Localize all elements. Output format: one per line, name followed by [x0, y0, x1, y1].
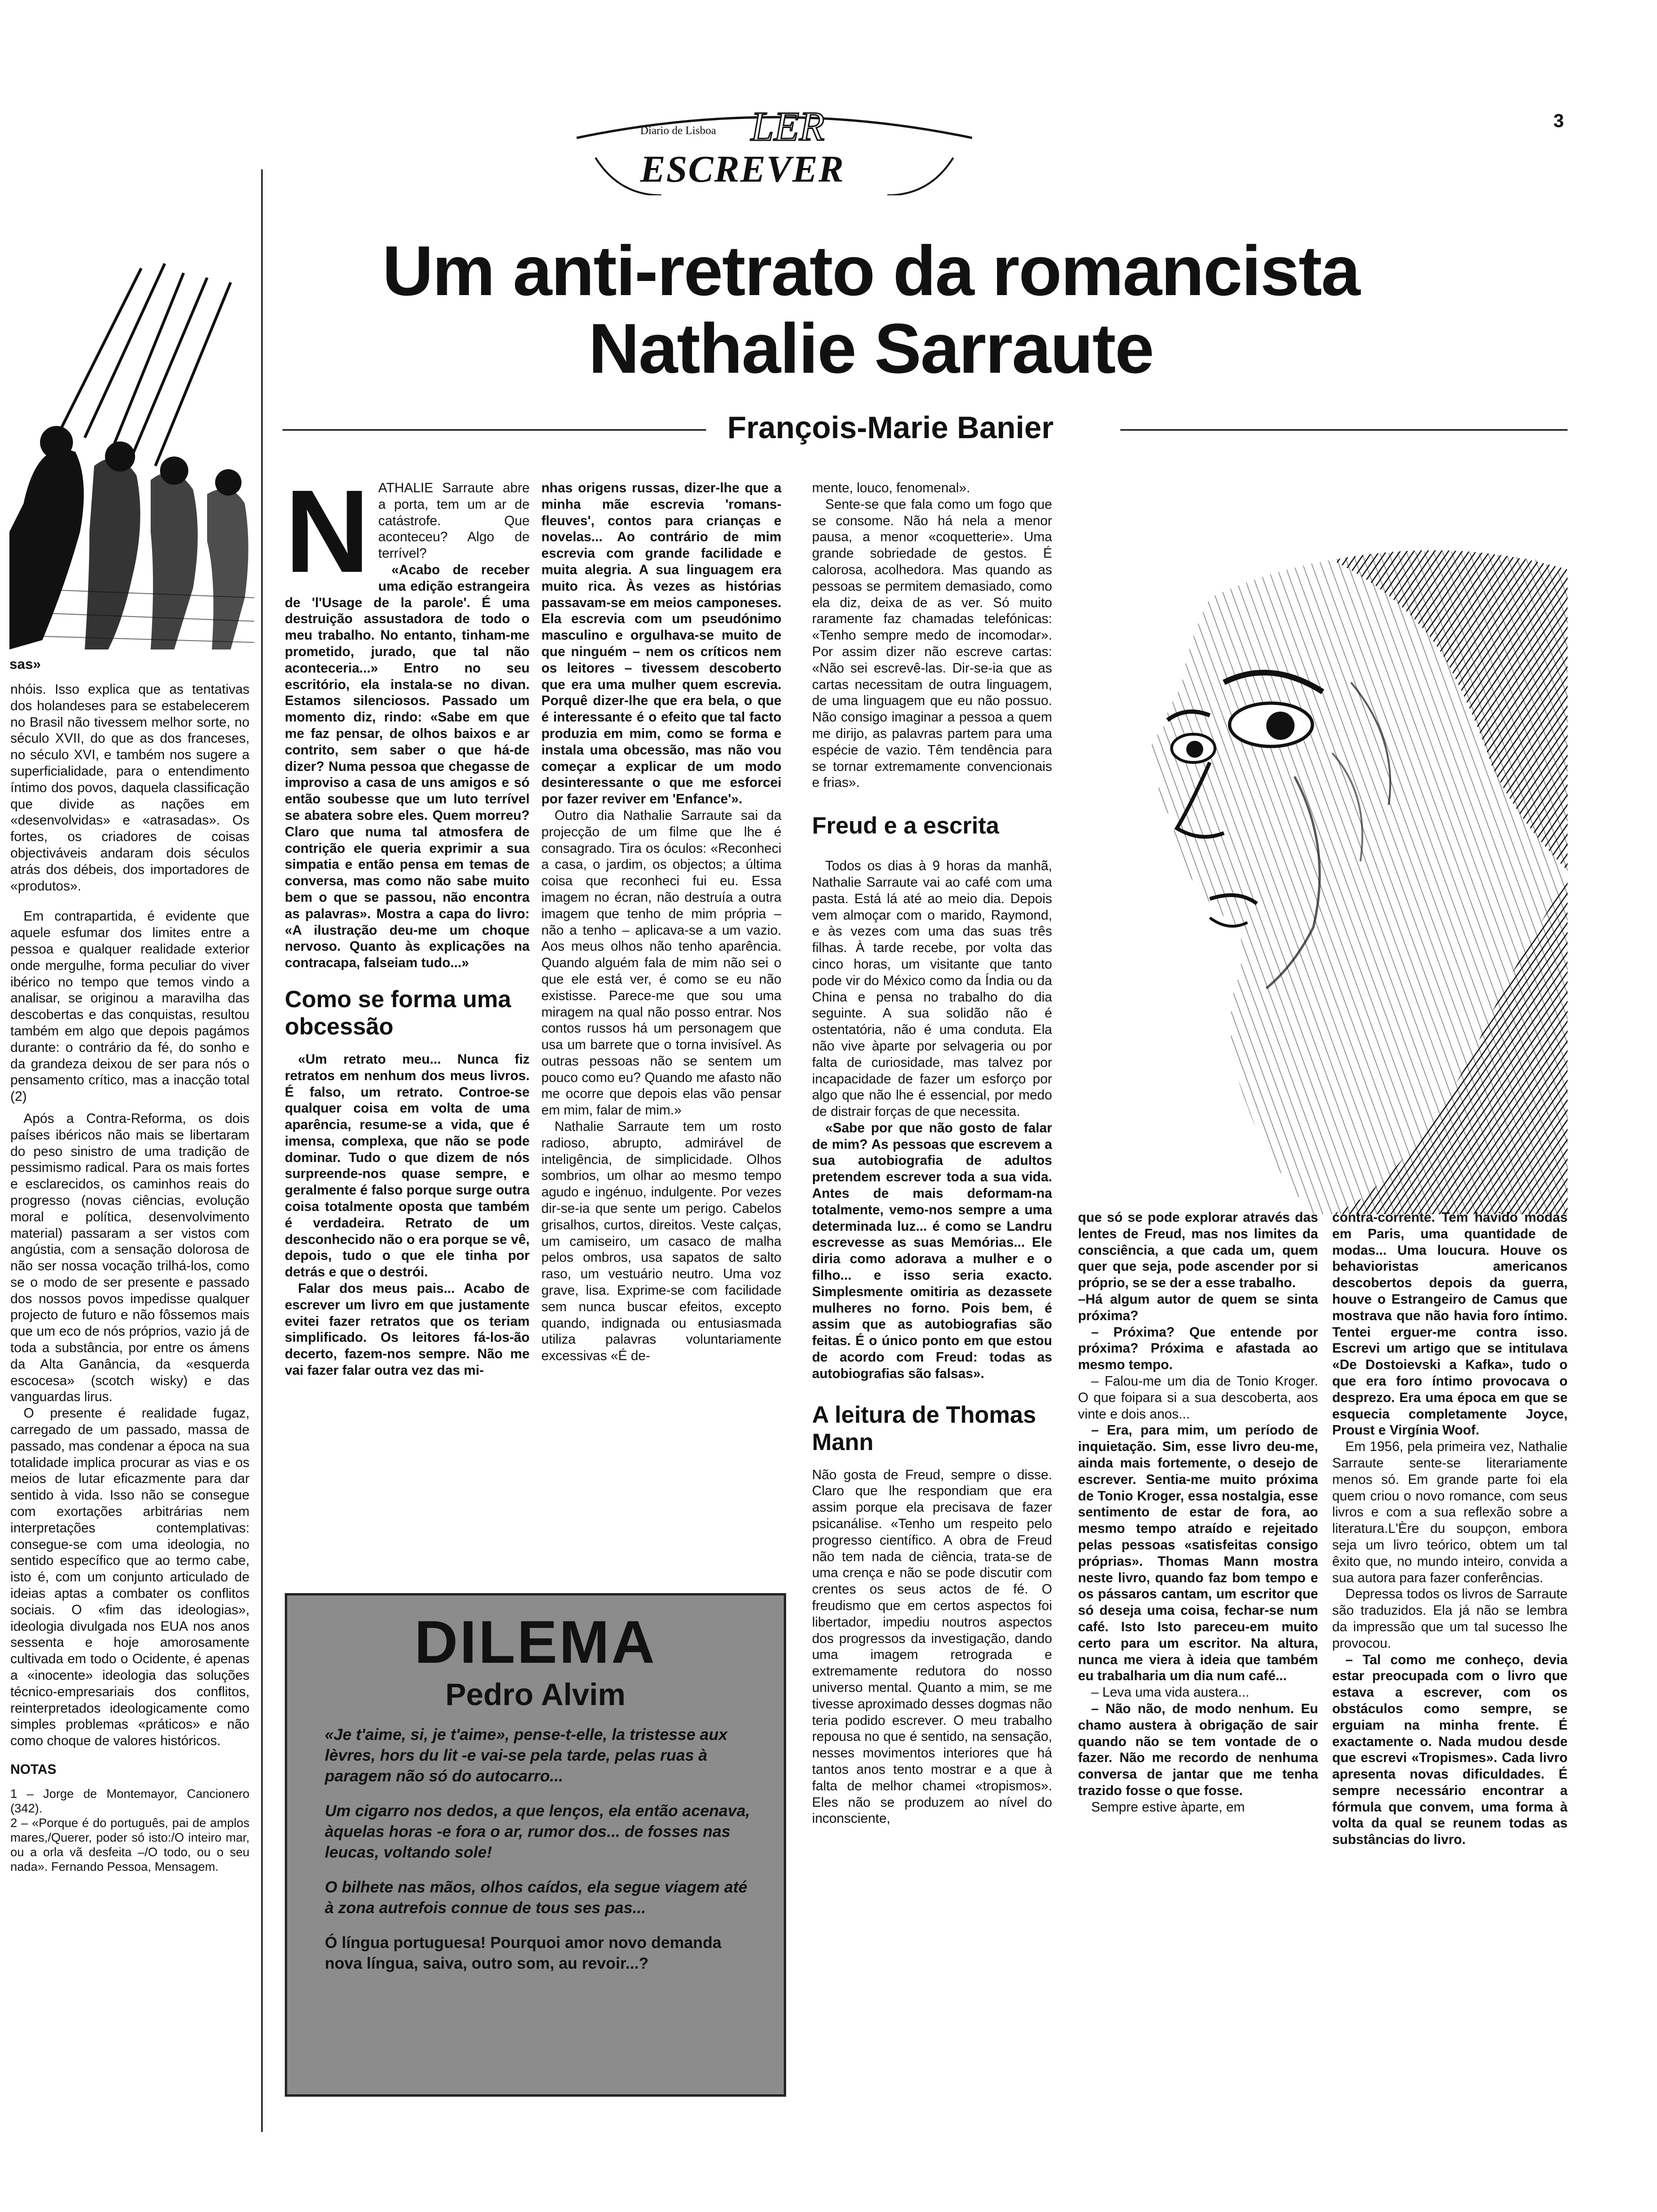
masthead-publisher: Diario de Lisboa [640, 125, 716, 137]
col1-paragraph: Falar dos meus pais... Acabo de escrever um livro em que justamente evitei fazer retratos que os teriam simplificado. Os leitores fá-los-ão decerto, fazem-nos sempre. Não me vai fazer falar outra vez das mi- [285, 1281, 530, 1378]
masthead [567, 101, 981, 195]
col4-paragraph: – Falou-me um dia de Tonio Kroger. O que foipara si a sua descoberta, aos vinte e dois anos... [1078, 1373, 1318, 1422]
poem-stanza: O bilhete nas mãos, olhos caídos, ela segue viagem até à zona autrefois connue de tous ses pas... [325, 1878, 748, 1917]
col4-paragraph: Sempre estive àparte, em [1091, 1799, 1245, 1815]
left-column [10, 681, 249, 1874]
subhead-thomas-mann: A leitura de Thomas Mann [812, 1401, 1037, 1455]
soldiers-illustration [9, 174, 254, 649]
col5-paragraph: – Tal como me conheço, devia estar preocupada com o livro que estava a escrever, com os obstáculos como sempre, se erguiam na minha frente. É exactamente o. Nada mudou desde que escrevi «Tropismes». Cada livro apresenta novas dificuldades. É sempre necessário encontrar a fórmula que convem, uma forma à volta da qual se reunem todas as substâncias do livro. [1332, 1652, 1568, 1848]
left-paragraph: Em contrapartida, é evidente que aquele esfumar dos limites entre a pessoa e qualquer realidade exterior onde mergulhe, forma peculiar do viver ibérico no tempo que temos vindo a analisar, se originou a maravilha das descobertas e das conquistas, resultou também em algo que depois pagámos durante: o contrário da fé, do sonho e da grandeza deixou de ser para nós o pensamento crítico, mas a inacção total (2) [10, 909, 249, 1105]
col4-paragraph: – Não não, de modo nenhum. Eu chamo austera à obrigação de sair quando não se tem vontade de o fazer. Não me recordo de nenhuma conversa de jantar que me tenha trazido fosse o que fosse. [1078, 1701, 1318, 1798]
masthead-escrever: ESCREVER [640, 149, 845, 190]
poem-stanza: Ó língua portuguesa! Pourquoi amor novo demanda nova língua, saiva, outro som, au revoir...? [325, 1934, 722, 1972]
note-item: 1 – Jorge de Montemayor, Cancionero (342). [10, 1786, 249, 1815]
col3-paragraph: Sente-se que fala como um fogo que se consome. Não há nela a menor pausa, a menor «coquetterie». Uma grande sobriedade de gestos. É calorosa, acolhedora. Mas quando as pessoas se permitem demasiado, como ela diz, deixa de as ver. Só muito raramente faz chamadas telefónicas: «Tenho sempre medo de incomodar». Por assim dizer não escreve cartas: «Não sei escrevê-las. Dir-se-ia que as cartas necessitam de outra linguagem, de uma linguagem que eu não possuo. Não consigo imaginar a pessoa a quem me dirijo, as palavras partem para uma espécie de vazio. Têm tendência para se tornar extremamente convencionais e frias». [812, 497, 1052, 791]
article-column-1 [285, 465, 530, 1379]
dilema-author: Pedro Alvim [445, 1677, 626, 1712]
lead-paragraph: ATHALIE Sarraute abre a porta, tem um ar de catástrofe. Que aconteceu? Algo de terrível? [378, 481, 530, 561]
col5-paragraph: contra-corrente. Tem havido modas em Paris, uma quantidade de modas... Uma loucura. Houve os behavioristas americanos descobertos depois da guerra, houve o Estrangeiro de Camus que mostrava que não havia foro íntimo. Tentei erguer-me contra isso. Escrevi um artigo que se intitulava «De Dostoievski a Kafka», tudo o que era foro íntimo provocava o desprezo. Era uma época em que se esquecia completamente Joyce, Proust e Virgínia Woof. [1332, 1210, 1568, 1438]
subhead-freud: Freud e a escrita [812, 812, 999, 839]
illustration-caption: sas» [9, 657, 41, 672]
col4-paragraph: que só se pode explorar através das lentes de Freud, mas nos limites da consciência, a que cada um, quem quer que seja, pode ascender por si próprio, se se der a esse trabalho. [1078, 1210, 1318, 1291]
article-column-2 [541, 480, 781, 1364]
headline-line-1: Um anti-retrato da romancista [382, 231, 1359, 310]
subhead-obsession: Como se forma uma obcessão [285, 986, 511, 1040]
dilema-title: DILEMA [414, 1609, 657, 1676]
byline-rule-left [282, 429, 706, 431]
note-item: 2 – «Porque é do português, pai de amplos mares,/Querer, poder só isto:/O inteiro mar, ou a orla vã desfeita –/O todo, ou o seu nada». Fernando Pessoa, Mensagem. [10, 1815, 249, 1874]
col2-paragraph: Outro dia Nathalie Sarraute sai da projecção de um filme que lhe é consagrado. Tira os óculos: «Reconheci a casa, o jardim, os objectos; a última coisa que reconheci fui eu. Essa imagem no écran, não destruía a outra imagem que tenho de mim própria – não a tenho – aplicava-se a um vazio. Aos meus olhos não tenho aparência. Quando alguém fala de mim não sei o que ele está ver, é como se eu não existisse. Parece-me que sou uma miragem na qual não posso entrar. Nos contos russos há um personagem que usa um barrete que o torna invisível. As outras pessoas não se sentem um pouco como eu? Quando me afasto não me ocorre que depois elas vão pensar em mim, falar de mim.» [541, 808, 781, 1118]
col5-paragraph: Em 1956, pela primeira vez, Nathalie Sarraute sente-se literariamente menos só. Em grande parte foi ela quem criou o novo romance, com seus livros e com a sua reflexão sobre a literatura.L'Ère du soupçon, embora seja um livro teórico, obtem um tal êxito que, no mundo inteiro, convida a sua autora para fazer conferências. [1332, 1439, 1568, 1586]
left-paragraph: Após a Contra-Reforma, os dois países ibéricos não mais se libertaram do peso sinistro de uma tradição de pessimismo radical. Para os mais fortes e esclarecidos, os caminhos reais do progresso (novas ciências, evolução moral e política, desenvolvimento material) passaram a ser vistos com angústia, com a sensação dolorosa de não ser nossa vocação trilhá-los, como se o modo de ser presente e passado dos nossos povos impedisse qualquer projecto de futuro e não fôssemos mais que um eco de nós próprios, vazio já de toda a substância, por entre os ámens da Alta Ganância, da «esquerda escocesa» (scotch wisky) e das vanguardas lirus. [10, 1111, 249, 1405]
col1-paragraph: «Um retrato meu... Nunca fiz retratos em nenhum dos meus livros. É falso, um retrato. Controe-se qualquer coisa em volta de uma aparência, resume-se a vida, que é imensa, complexa, que não se pode dominar. Tudo o que dizem de nós surpreende-nos quase sempre, e geralmente é falso porque surge outra coisa totalmente oposta que também é verdadeira. Retrato de um desconhecido não o era porque se vê, depois, tudo o que ele tinha por detrás e que o destrói. [285, 1051, 530, 1280]
col2-paragraph: nhas origens russas, dizer-lhe que a minha mãe escrevia 'romans-fleuves', contos para crianças e novelas... Ao contrário de mim escrevia com grande facilidade e muita alegria. A sua linguagem era muito rica. Às vezes as histórias passavam-se em meios camponeses. Ela escrevia com um pseudónimo masculino e orgulhava-se muito de que ninguém – nem os críticos nem os leitores – tivessem descoberto que era uma mulher quem escrevia. Porquê dizer-lhe que era bela, o que é interessante é o efeito que tal facto produzia em mim, como se forma e instala uma obcessão, mas não vou começar a explicar de um modo desinteressante o que me esforcei por fazer reviver em 'Enfance'». [541, 481, 781, 807]
col4-paragraph: – Era, para mim, um período de inquietação. Sim, esse livro deu-me, ainda mais fortemente, o desejo de escrever. Sentia-me muito próxima de Tonio Kroger, essa nostalgia, esse sentimento de estar de fora, ao mesmo tempo atraído e rejeitado pelas pessoas «satisfeitas consigo próprias». Thomas Mann mostra neste livro, quando faz bom tempo e os pássaros cantam, um escritor que só deseja uma coisa, fechar-se num café. Isto Isto pareceu-em muito certo para um escritor. Na altura, nunca me viera à ideia que também eu trabalharia um dia num café... [1078, 1423, 1318, 1684]
left-paragraph: O presente é realidade fugaz, carregado de um passado, massa de passado, mas condenar a época na sua totalidade implica procurar as vias e os meios de lutar eficazmente para dar sentido à vida. Isso não se consegue com exortações arbitrárias nem interpretações contemplativas: consegue-se com uma ideologia, no sentido específico que ao termo cabe, isto é, com um conjunto articulado de ideias aptas a combater os conflitos sociais. O «fim das ideologias», ideologia divulgada nos EUA nos anos sessenta e hoje amorosamente cultivada em todo o Ocidente, é apenas a «inocente» ideologia das soluções técnico-empresariais dos conflitos, reinterpretados ideologicamente como simples problemas «práticos» e não como choque de valores históricos. [10, 1406, 249, 1749]
col2-paragraph: Nathalie Sarraute tem um rosto radioso, abrupto, admirável de inteligência, de simplicidade. Olhos sombrios, um olhar ao mesmo tempo agudo e ingénuo, indulgente. Por vezes dir-se-ia que sente um perigo. Cabelos grisalhos, curtos, direitos. Veste calças, um camiseiro, um casaco de malha pelos ombros, usa sapatos de salto raso, um vestuário neutro. Uma voz grave, lisa. Exprime-se com facilidade sem nunca buscar efeitos, excepto quando, indignada ou entusiasmada utiliza palavras voluntariamente excessivas «É de- [541, 1119, 781, 1364]
col5-paragraph: Depressa todos os livros de Sarraute são traduzidos. Ela já não se lembra da impressão que um tal sucesso lhe provocou. [1332, 1587, 1568, 1651]
notes-title: NOTAS [10, 1762, 56, 1777]
poem-stanza: Um cigarro nos dedos, a que lenços, ela então acenava, àquelas horas -e fora o ar, rumor dos... de fosses nas leucas, voltando sole! [325, 1802, 750, 1861]
byline: François-Marie Banier [727, 410, 1054, 445]
byline-rule-right [1120, 429, 1568, 431]
left-illustration [9, 174, 254, 649]
col3-paragraph: Não gosta de Freud, sempre o disse. Claro que lhe respondiam que era assim porque ela precisava de fazer psicanálise. «Tenho um respeito pelo progresso científico. A obra de Freud não tem nada de ciência, trata-se de uma crença e não se pode discutir com crentes os seus actos de fé. O freudismo que em certos aspectos foi libertador, impediu noutros aspectos dos progressos da investigação, dando uma imagem retrograda e extremamente redutora do nosso universo mental. Quanto a mim, se me tivesse aproximado desses dogmas não teria podido escrever. O meu trabalho repousa no que é sentido, na sensação, nesses movimentos interiores que há tantos anos tento mostrar e a que à falta de melhor chamei «tropismos». Eles não se produzem ao nível do inconsciente, [812, 1467, 1052, 1827]
notes-section [10, 1762, 249, 1874]
article-column-3 [812, 480, 1052, 1827]
masthead-ler: LER [751, 104, 825, 150]
col1-paragraph: «Acabo de receber uma edição estrangeira de 'l'Usage de la parole'. É uma destruição assustadora de todo o meu trabalho. No entanto, tinham-me prometido, jurado, que tal não aconteceria...» Entro no seu escritório, ela instala-se no divan. Estamos silenciosos. Passado um momento diz, rindo: «Sabe em que me faz pensar, de olhos baixos e ar contrito, sem saber o que há-de dizer? Numa pessoa que chegasse de improviso a casa de uns amigos e só então soubesse que um luto terrível se abatera sobre eles. Quem morreu? Claro que numa tal atmosfera de contrição ele queria exprimir a sua simpatia e então pensa em temas de conversa, mas como não sabe muito bem o que se passou, não encontra as palavras». Mostra a capa do livro: «A ilustração deu-me um choque nervoso. Quanto às explicações na contracapa, falseiam tudo...» [285, 562, 530, 971]
drop-cap: N [285, 465, 370, 597]
col4-paragraph: –Há algum autor de quem se sinta próxima? [1078, 1291, 1318, 1323]
portrait-illustration [1069, 541, 1568, 1214]
poem-stanza: «Je t'aime, si, je t'aime», pense-t-elle, la tristesse aux lèvres, hors du lit -e vai-se pela tarde, pelas ruas à paragem não só do autocarro... [325, 1726, 728, 1785]
col3-paragraph: mente, louco, fenomenal». [812, 481, 970, 496]
col4-paragraph: – Próxima? Que entende por próxima? Próxima e afastada ao mesmo tempo. [1078, 1324, 1318, 1373]
headline-line-2: Nathalie Sarraute [588, 309, 1153, 388]
left-paragraph: nhóis. Isso explica que as tentativas dos holandeses para se estabelecerem no Brasil não tivessem melhor sorte, no século XVII, do que as dos franceses, no século XVI, e também nos sugere a superficialidade, para o entendimento íntimo dos povos, daquela classificação que divide as nações em «desenvolvidas» e «atrasadas». Os fortes, os criadores de coisas objectiváveis andaram dois séculos atrás dos débeis, dos importadores de «produtos». [10, 682, 249, 894]
dilema-poem-box [285, 1593, 786, 2097]
col4-paragraph: – Leva uma vida austera... [1091, 1685, 1249, 1700]
portrait-drawing [1069, 541, 1568, 1214]
col3-paragraph: «Sabe por que não gosto de falar de mim? As pessoas que escrevem a sua autobiografia de adultos pretendem escrever toda a sua vida. Antes de mais deformam-na totalmente, vemo-nos sempre a uma determinada luz... é como se Landru escrevesse as suas Memórias... Ele diria como adorava a mulher e o filho... e isso seria exacto. Simplesmente omitiria as dezassete mulheres no forno. Pois bem, é assim que as autobiografias são feitas. É o único ponto em que estou de acordo com Freud: todas as autobiografias são falsas». [812, 1120, 1052, 1381]
page-number: 3 [1553, 111, 1564, 131]
article-column-4 [1078, 1210, 1318, 1815]
article-column-5 [1332, 1210, 1568, 1848]
column-divider [261, 169, 263, 2132]
col3-paragraph: Todos os dias à 9 horas da manhã, Nathalie Sarraute vai ao café com uma pasta. Está lá até ao meio dia. Depois vem almoçar com o marido, Raymond, e às vezes com uma das suas três filhas. À tarde recebe, por volta das cinco horas, um visitante que tanto pode vir do México como da Índia ou da China e pensa no trabalho do dia seguinte. A sua solidão não é ostentatória, não é uma conduta. Ela não vive àparte por selvageria ou por falta de curiosidade, mas talvez por incapacidade de fazer um esforço por algo que não lhe é essencial, por medo de distrair forças de que necessita. [812, 858, 1052, 1120]
